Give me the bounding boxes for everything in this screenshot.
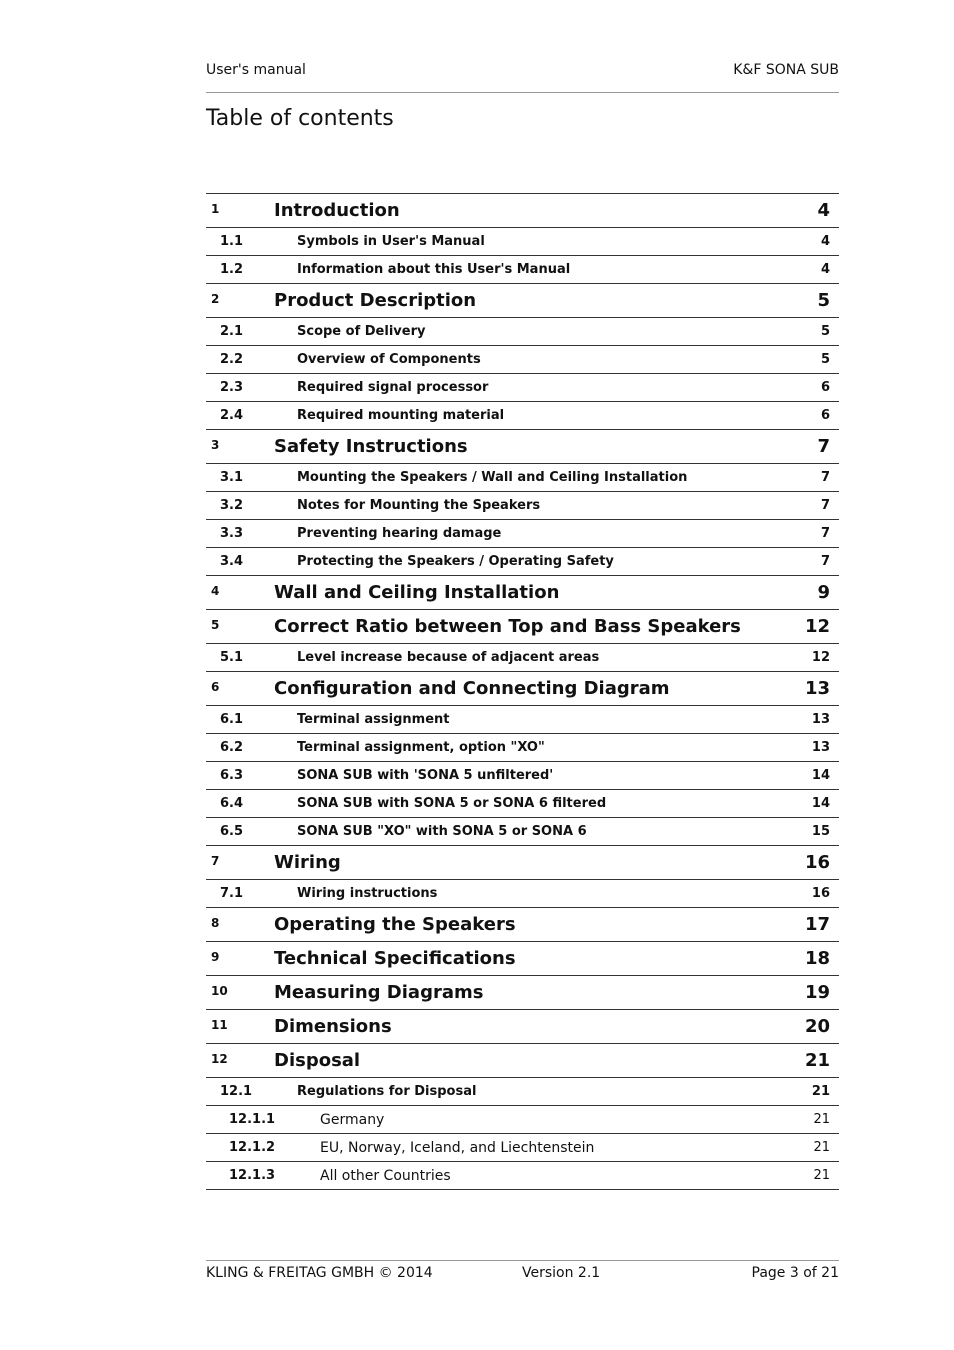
toc-entry-title[interactable]: Measuring Diagrams [274,982,484,1003]
toc-entry-title[interactable]: Correct Ratio between Top and Bass Speakers [274,616,741,637]
toc-entry-number: 5.1 [220,650,244,665]
toc-entry-page: 7 [820,498,830,513]
toc-entry-page: 16 [811,886,830,901]
toc-entry-number: 6.3 [220,768,244,783]
toc-entry-title[interactable]: Disposal [274,1050,361,1071]
table-of-contents [206,193,839,1190]
toc-entry-page: 4 [820,234,830,249]
toc-entry-page: 12 [804,616,830,637]
toc-entry-page: 20 [804,1016,830,1037]
toc-entry[interactable] [206,402,839,430]
footer-page-number: Page 3 of 21 [751,1265,839,1281]
toc-entry-number: 3.4 [220,554,244,569]
page-footer [206,1260,839,1291]
toc-entry-number: 3.2 [220,498,244,513]
toc-entry-page: 4 [820,262,830,277]
toc-entry-number: 6.5 [220,824,244,839]
toc-entry[interactable] [206,942,839,976]
toc-entry[interactable] [206,318,839,346]
toc-entry-title[interactable]: Scope of Delivery [297,324,426,339]
toc-entry-title[interactable]: Configuration and Connecting Diagram [274,678,670,699]
toc-entry[interactable] [206,1134,839,1162]
toc-entry-number: 1 [211,202,220,216]
toc-entry[interactable] [206,976,839,1010]
page-header [206,60,839,93]
toc-entry-page: 13 [811,740,830,755]
toc-entry[interactable] [206,908,839,942]
toc-entry-title[interactable]: SONA SUB "XO" with SONA 5 or SONA 6 [297,824,587,839]
toc-entry[interactable] [206,374,839,402]
toc-entry-page: 5 [820,324,830,339]
toc-entry[interactable] [206,464,839,492]
toc-entry-title[interactable]: Notes for Mounting the Speakers [297,498,541,513]
toc-entry[interactable] [206,284,839,318]
toc-entry-title[interactable]: Terminal assignment, option "XO" [297,740,545,755]
toc-entry-number: 1.1 [220,234,244,249]
toc-entry[interactable] [206,576,839,610]
toc-entry-number: 1.2 [220,262,244,277]
toc-entry-title[interactable]: Operating the Speakers [274,914,516,935]
header-product: K&F SONA SUB [733,62,839,78]
toc-entry-number: 9 [211,950,220,964]
toc-entry-page: 19 [804,982,830,1003]
toc-entry[interactable] [206,194,839,228]
toc-entry-title[interactable]: Terminal assignment [297,712,450,727]
toc-entry-number: 2 [211,292,220,306]
toc-entry-page: 6 [820,380,830,395]
toc-entry-title[interactable]: Level increase because of adjacent areas [297,650,600,665]
toc-entry-page: 14 [811,768,830,783]
toc-entry-page: 18 [804,948,830,969]
toc-entry[interactable] [206,1010,839,1044]
toc-entry-title[interactable]: Wiring instructions [297,886,438,901]
toc-entry-number: 2.2 [220,352,244,367]
toc-entry-number: 6.1 [220,712,244,727]
toc-entry[interactable] [206,492,839,520]
toc-entry-title[interactable]: Wall and Ceiling Installation [274,582,560,603]
toc-entry[interactable] [206,880,839,908]
toc-entry-number: 8 [211,916,220,930]
toc-entry[interactable] [206,346,839,374]
toc-entry-number: 4 [211,584,220,598]
toc-entry-number: 3.1 [220,470,244,485]
toc-entry-number: 5 [211,618,220,632]
toc-entry[interactable] [206,548,839,576]
toc-entry-page: 7 [817,436,830,457]
toc-entry-number: 12.1.2 [229,1140,276,1155]
toc-entry-number: 2.1 [220,324,244,339]
toc-entry-title[interactable]: Required signal processor [297,380,489,395]
toc-entry[interactable] [206,1162,839,1190]
toc-entry-title[interactable]: Introduction [274,200,400,221]
toc-entry-title[interactable]: Required mounting material [297,408,505,423]
toc-entry-title[interactable]: Overview of Components [297,352,481,367]
toc-entry-number: 12.1.1 [229,1112,276,1127]
toc-entry[interactable] [206,228,839,256]
toc-entry-title[interactable]: SONA SUB with 'SONA 5 unfiltered' [297,768,554,783]
header-doc-type: User's manual [206,62,306,78]
toc-entry[interactable] [206,1078,839,1106]
toc-entry-title[interactable]: Mounting the Speakers / Wall and Ceiling Installation [297,470,688,485]
page-title: Table of contents [206,106,394,131]
toc-entry-number: 6.4 [220,796,244,811]
toc-entry[interactable] [206,790,839,818]
toc-entry[interactable] [206,256,839,284]
toc-entry-page: 6 [820,408,830,423]
toc-entry-title[interactable]: Wiring [274,852,341,873]
toc-entry-page: 21 [813,1112,830,1127]
toc-entry-title[interactable]: Safety Instructions [274,436,468,457]
toc-entry-number: 2.3 [220,380,244,395]
toc-entry-page: 12 [811,650,830,665]
toc-entry-number: 3.3 [220,526,244,541]
toc-entry-title[interactable]: Regulations for Disposal [297,1084,477,1099]
toc-entry-page: 15 [811,824,830,839]
toc-entry[interactable] [206,1106,839,1134]
toc-entry[interactable] [206,520,839,548]
toc-entry-page: 14 [811,796,830,811]
toc-entry[interactable] [206,672,839,706]
toc-entry[interactable] [206,1044,839,1078]
toc-entry-page: 7 [820,526,830,541]
toc-entry-number: 12.1.3 [229,1168,276,1183]
toc-entry-number: 12 [211,1052,228,1066]
footer-version: Version 2.1 [522,1265,601,1281]
toc-entry-number: 12.1 [220,1084,253,1099]
toc-entry-number: 6 [211,680,220,694]
toc-entry-title[interactable]: Preventing hearing damage [297,526,502,541]
toc-entry[interactable] [206,430,839,464]
toc-entry-page: 17 [804,914,830,935]
toc-entry-page: 21 [813,1140,830,1155]
toc-entry-number: 6.2 [220,740,244,755]
toc-entry-page: 16 [804,852,830,873]
toc-entry-page: 21 [804,1050,830,1071]
toc-entry-title[interactable]: SONA SUB with SONA 5 or SONA 6 filtered [297,796,607,811]
toc-entry[interactable] [206,846,839,880]
toc-entry-number: 3 [211,438,220,452]
toc-entry-title[interactable]: Dimensions [274,1016,392,1037]
toc-entry-page: 13 [811,712,830,727]
toc-entry-page: 21 [811,1084,830,1099]
toc-entry[interactable] [206,644,839,672]
toc-entry-number: 11 [211,1018,228,1032]
toc-entry-number: 10 [211,984,228,998]
toc-entry-number: 2.4 [220,408,244,423]
toc-entry-page: 5 [820,352,830,367]
toc-entry-number: 7.1 [220,886,244,901]
toc-entry-title[interactable]: Product Description [274,290,477,311]
toc-entry-page: 13 [804,678,830,699]
toc-entry-title[interactable]: Information about this User's Manual [297,262,571,277]
toc-entry[interactable] [206,734,839,762]
footer-company: KLING & FREITAG GMBH © 2014 [206,1265,433,1281]
toc-entry-page: 5 [817,290,830,311]
toc-entry-title[interactable]: Symbols in User's Manual [297,234,485,249]
toc-entry[interactable] [206,818,839,846]
toc-entry[interactable] [206,706,839,734]
toc-entry[interactable] [206,762,839,790]
toc-entry-title[interactable]: Protecting the Speakers / Operating Safety [297,554,614,569]
toc-entry-page: 21 [813,1168,830,1183]
toc-entry-page: 9 [817,582,830,603]
toc-entry-page: 7 [820,470,830,485]
toc-entry[interactable] [206,610,839,644]
toc-entry-title[interactable]: Technical Specifications [274,948,516,969]
toc-entry-page: 4 [817,200,830,221]
toc-entry-number: 7 [211,854,220,868]
toc-entry-title[interactable]: Germany [320,1112,385,1128]
toc-entry-page: 7 [820,554,830,569]
toc-entry-title[interactable]: All other Countries [320,1168,451,1184]
toc-entry-title[interactable]: EU, Norway, Iceland, and Liechtenstein [320,1140,595,1156]
